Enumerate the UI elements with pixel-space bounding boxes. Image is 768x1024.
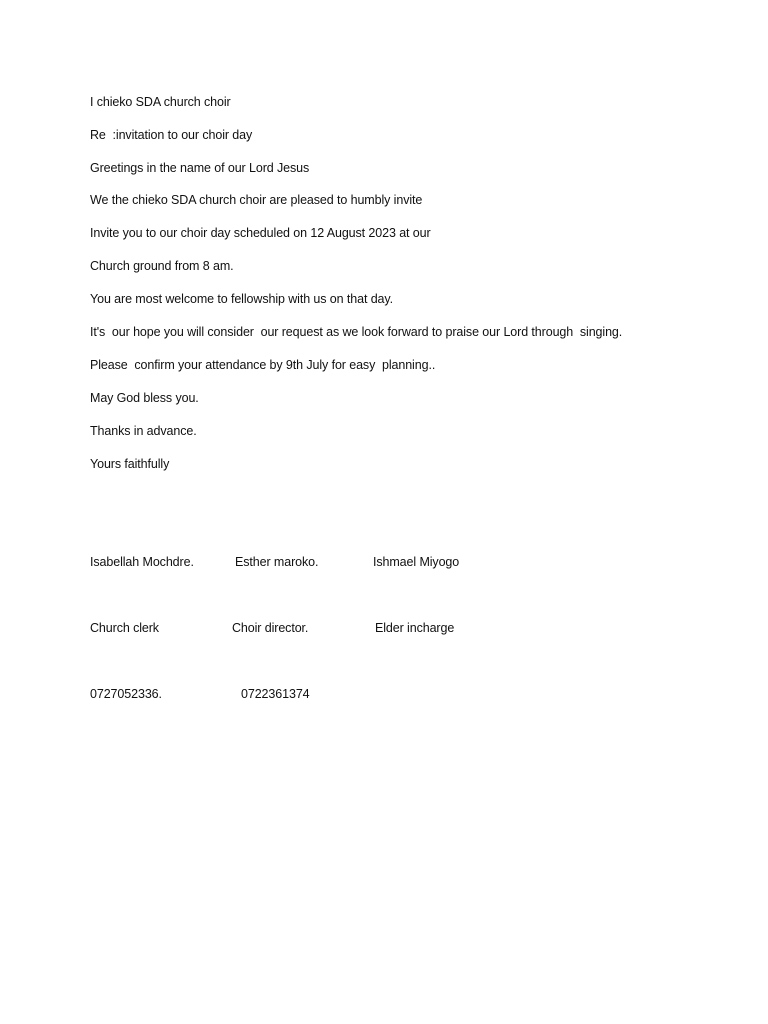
- body-line: Invite you to our choir day scheduled on 12 August 2023 at our: [90, 226, 431, 240]
- subject-line: Re :invitation to our choir day: [90, 128, 253, 142]
- signatory-phone: 0722361374: [241, 687, 310, 701]
- signatory-title: Choir director.: [232, 621, 309, 635]
- body-line: May God bless you.: [90, 391, 199, 405]
- body-line: It's our hope you will consider our request as we look forward to praise our Lord through singing.: [90, 325, 623, 339]
- body-line: We the chieko SDA church choir are pleased to humbly invite: [90, 193, 423, 207]
- signatory-title: Elder incharge: [375, 621, 455, 635]
- signatory-name: Ishmael Miyogo: [373, 555, 460, 569]
- closing-line: Yours faithfully: [90, 457, 170, 471]
- body-line: Thanks in advance.: [90, 424, 197, 438]
- signatory-name: Esther maroko.: [235, 555, 319, 569]
- signatory-name: Isabellah Mochdre.: [90, 555, 194, 569]
- body-line: You are most welcome to fellowship with us on that day.: [90, 292, 393, 306]
- addressee-line: I chieko SDA church choir: [90, 95, 231, 109]
- signatory-title: Church clerk: [90, 621, 159, 635]
- body-line: Church ground from 8 am.: [90, 259, 234, 273]
- greeting-line: Greetings in the name of our Lord Jesus: [90, 161, 310, 175]
- body-line: Please confirm your attendance by 9th July for easy planning..: [90, 358, 436, 372]
- signatory-phone: 0727052336.: [90, 687, 162, 701]
